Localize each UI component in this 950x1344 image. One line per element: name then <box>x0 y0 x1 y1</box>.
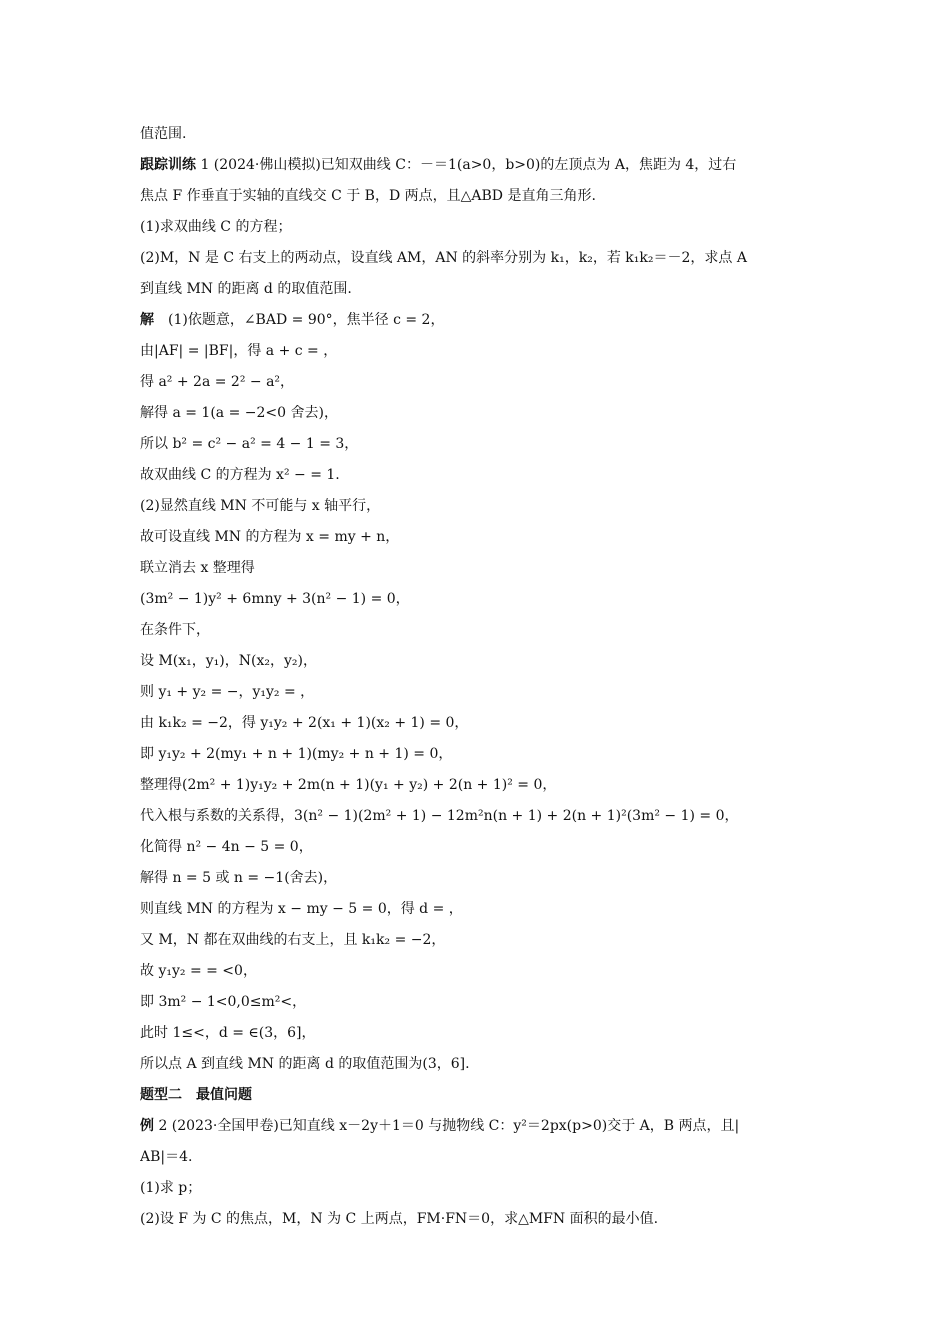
text-line: 整理得(2m² + 1)y₁y₂ + 2m(n + 1)(y₁ + y₂) + 2(n + 1)² = 0， <box>140 777 557 793</box>
text-line: 设 M(x₁，y₁)，N(x₂，y₂)， <box>140 653 317 669</box>
text-line: 即 y₁y₂ + 2(my₁ + n + 1)(my₂ + n + 1) = 0， <box>140 746 453 762</box>
text-line: 值范围. <box>140 126 187 142</box>
text-line: 代入根与系数的关系得，3(n² − 1)(2m² + 1) − 12m²n(n + 1) + 2(n + 1)²(3m² − 1) = 0， <box>140 808 739 824</box>
text-line: 故 y₁y₂ = = <0， <box>140 963 257 979</box>
text-line: 由|AF| = |BF|，得 a + c = ， <box>140 343 338 359</box>
text-line: 所以点 A 到直线 MN 的距离 d 的取值范围为(3，6]. <box>140 1056 470 1072</box>
text-line: 解得 a = 1(a = −2<0 舍去)， <box>140 405 338 421</box>
line-rest: 1 (2024·佛山模拟)已知双曲线 C：－＝1(a>0，b>0)的左顶点为 A，焦距为 4，过右 <box>196 157 737 173</box>
line-lead: 解 <box>140 312 154 328</box>
document-body <box>140 119 815 1235</box>
text-line: 即 3m² − 1<0,0≤m²<， <box>140 994 307 1010</box>
text-line <box>140 305 815 336</box>
text-line: (2)M，N 是 C 右支上的两动点，设直线 AM，AN 的斜率分别为 k₁，k₂，若 k₁k₂＝－2，求点 A <box>140 250 747 266</box>
text-line: 则 y₁ + y₂ = −，y₁y₂ = ， <box>140 684 315 700</box>
line-rest: (1)依题意，∠BAD = 90°，焦半径 c = 2， <box>154 312 445 328</box>
text-line: 到直线 MN 的距离 d 的取值范围. <box>140 281 352 297</box>
text-line: (2)显然直线 MN 不可能与 x 轴平行， <box>140 498 381 514</box>
text-line: (2)设 F 为 C 的焦点，M，N 为 C 上两点，FM·FN＝0，求△MFN 面积的最小值. <box>140 1211 659 1227</box>
text-line: 则直线 MN 的方程为 x − my − 5 = 0，得 d = ， <box>140 901 463 917</box>
text-line: 由 k₁k₂ = −2，得 y₁y₂ + 2(x₁ + 1)(x₂ + 1) = 0， <box>140 715 469 731</box>
text-line: 化简得 n² − 4n − 5 = 0， <box>140 839 313 855</box>
text-line: 得 a² + 2a = 2² − a²， <box>140 374 295 390</box>
text-line: 此时 1≤<，d = ∈(3，6]， <box>140 1025 316 1041</box>
text-line: 解得 n = 5 或 n = −1(舍去)， <box>140 870 338 886</box>
text-line: 联立消去 x 整理得 <box>140 560 255 576</box>
text-line <box>140 150 815 181</box>
text-line: 故可设直线 MN 的方程为 x = my + n， <box>140 529 400 545</box>
text-line: 所以 b² = c² − a² = 4 − 1 = 3， <box>140 436 359 452</box>
text-line: (1)求双曲线 C 的方程； <box>140 219 292 235</box>
text-line: 又 M，N 都在双曲线的右支上，且 k₁k₂ = −2， <box>140 932 446 948</box>
line-lead: 跟踪训练 <box>140 157 196 173</box>
text-line: (3m² − 1)y² + 6mny + 3(n² − 1) = 0， <box>140 591 410 607</box>
text-line: 在条件下， <box>140 622 210 638</box>
line-rest: 2 (2023·全国甲卷)已知直线 x－2y＋1＝0 与抛物线 C：y²＝2px(p>0)交于 A，B 两点，且| <box>154 1118 740 1134</box>
text-line: 题型二 最值问题 <box>140 1087 252 1103</box>
text-line: (1)求 p； <box>140 1180 202 1196</box>
text-line: 故双曲线 C 的方程为 x² − = 1. <box>140 467 340 483</box>
text-line <box>140 1111 815 1142</box>
text-line: 焦点 F 作垂直于实轴的直线交 C 于 B，D 两点，且△ABD 是直角三角形. <box>140 188 596 204</box>
text-line: AB|＝4. <box>140 1149 193 1165</box>
line-lead: 例 <box>140 1118 154 1134</box>
